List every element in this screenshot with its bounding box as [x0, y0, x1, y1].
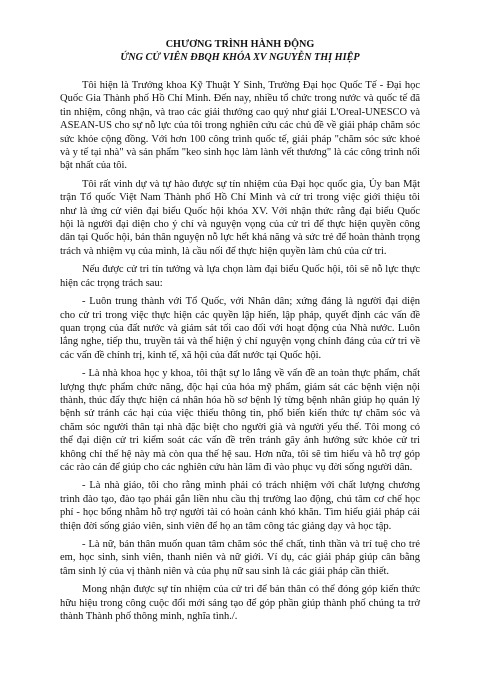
document-subtitle: ỨNG CỬ VIÊN ĐBQH KHÓA XV NGUYỄN THỊ HIỆP — [120, 52, 360, 63]
paragraph-commitment: Nếu được cử tri tín tưởng và lựa chọn làm đại biểu Quốc hội, tôi sẽ nỗ lực thực hiện các trọng trách sau: — [60, 264, 420, 289]
bullet-loyalty: - Luôn trung thành với Tổ Quốc, với Nhân dân; xứng đáng là người đại diện cho cử tri trong việc thực hiện các quyền lập hiến, lập pháp, quyết định các vấn đề quan trọng của đất nước và giám sát tối cao đối với hoạt động của Nhà nước. Luôn lắng nghe, tiếp thu, truyền tải và thể hiện ý chí nguyện vọng chính đáng của cử tri về các vấn đề chính trị, kinh tế, xã hội của đất nước tại Quốc hội. — [60, 296, 420, 361]
paragraph-honor: Tôi rất vinh dự và tự hào được sự tín nhiệm của Đại học quốc gia, Ủy ban Mặt trận Tổ quốc Việt Nam Thành phố Hồ Chí Minh và cử tri trong việc giới thiệu tôi như là ứng cử viên đại biểu Quốc hội khóa XV. Với nhận thức rằng đại biểu Quốc hội là người đại diện cho ý chí và nguyện vọng của cử tri để thực hiện quyền công dân tại Quốc hội, bản thân nguyện nỗ lực hết khả năng và sức trẻ để hoàn thành trọng trách và nhiệm vụ của mình, là cầu nối để thực hiện quyền làm chủ của cử tri. — [60, 178, 420, 257]
paragraph-intro: Tôi hiện là Trưởng khoa Kỹ Thuật Y Sinh, Trường Đại học Quốc Tế - Đại học Quốc Gia Thành phố Hồ Chí Minh. Đến nay, nhiều tổ chức trong nước và quốc tế đã tin nhiệm, công nhận, và trao các giải thưởng cao quý như giải L'Oreal-UNESCO và ASEAN-US cho sự nỗ lực của tôi trong nghiên cứu các chủ đề về giải pháp chăm sóc sức khỏe cộng đồng. Với hơn 100 công trình quốc tế, giải pháp "chăm sóc sức khoẻ và y tế tại nhà" và sản phẩm "keo sinh học làm lành vết thương" là các công trình nổi bật nhất của tôi. — [60, 80, 420, 172]
bullet-medical-scientist: - Là nhà khoa học y khoa, tôi thật sự lo lắng về vấn đề an toàn thực phẩm, chất lượng thực phẩm chức năng, độc hại của hóa mỹ phẩm, giám sát các bệnh viện nội thành, thúc đẩy thực hiện cá nhân hóa hồ sơ bệnh lý từng bệnh nhân giúp họ quản lý bệnh sử tránh các hại của việc thiếu thông tin, phổ biến kiến thức tự chăm sóc và chăm sóc người thân tại nhà đặc biệt cho người già và người yếu thế. Tôi mong có thể đại diện cử tri kiểm soát các vấn đề trên tránh gây ảnh hưởng sức khỏe cử tri không chỉ thế hệ này mà còn qua thế hệ sau. Hơn nữa, tôi sẽ tìm hiểu và hỗ trợ góp các rào cản để giúp cho các nghiên cứu hàn lâm đi vào phục vụ đời sống người dân. — [60, 368, 420, 473]
paragraph-closing: Mong nhận được sự tín nhiệm của cử tri để bản thân có thể đóng góp kiến thức hữu hiệu trong công cuộc đổi mới sáng tạo để góp phần giúp thành phố chúng ta trở thành Thành phố thông minh, nghĩa tình./. — [60, 584, 420, 623]
document-title: CHƯƠNG TRÌNH HÀNH ĐỘNG — [165, 39, 315, 50]
bullet-woman: - Là nữ, bản thân muốn quan tâm chăm sóc thể chất, tinh thần và trí tuệ cho trẻ em, học sinh, sinh viên, thanh niên và nữ giới. Ví dụ, các giải pháp giúp cân bằng tâm sinh lý của vị thành niên và của phụ nữ sau sinh là các giải pháp cần thiết. — [60, 539, 420, 577]
bullet-educator: - Là nhà giáo, tôi cho rằng mình phải có trách nhiệm với chất lượng chương trình đào tạo, đào tạo phải gắn liền nhu cầu thị trường lao động, chú tâm cơ chế học phí - học bổng nhằm hỗ trợ người tài có hoàn cảnh khó khăn. Tìm hiểu giải pháp cải thiện đời sống giáo viên, sinh viên để họ an tâm công tác giảng dạy và học tập. — [60, 480, 420, 532]
